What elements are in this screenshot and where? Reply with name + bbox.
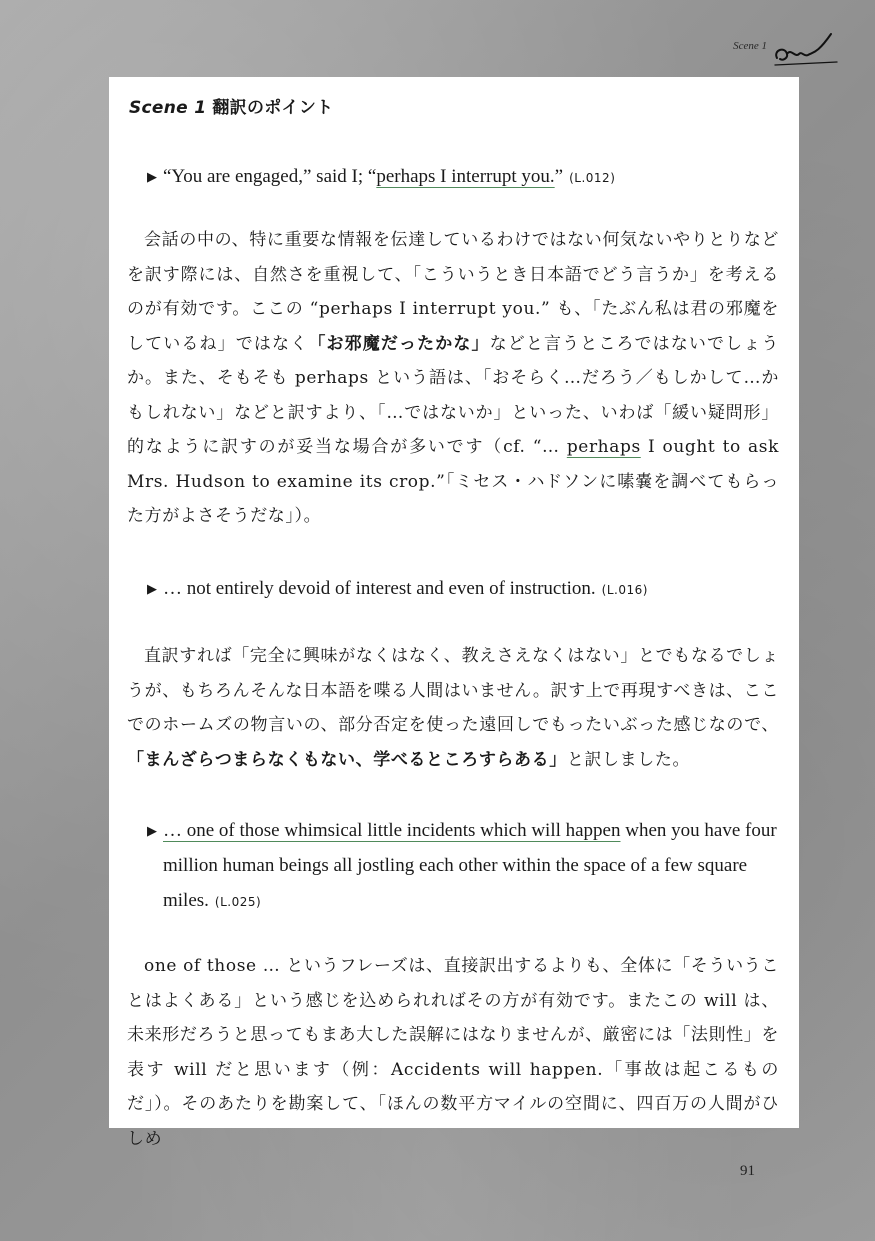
triangle-bullet-icon: ▶ bbox=[147, 823, 157, 838]
explanation-2-bold: 「まんざらつまらなくもない、学べるところすらある」 bbox=[127, 749, 567, 770]
explanation-1-underlined: perhaps bbox=[566, 437, 641, 457]
quote-1-ref: (L.012) bbox=[569, 171, 616, 185]
explanation-1 bbox=[127, 223, 779, 534]
quote-2 bbox=[147, 571, 779, 608]
section-heading bbox=[129, 93, 333, 118]
explanation-2 bbox=[127, 639, 779, 777]
quote-2-ref: (L.016) bbox=[601, 583, 648, 597]
signature-icon bbox=[771, 28, 839, 68]
explanation-2-text: と訳しました。 bbox=[566, 749, 691, 770]
explanation-1-bold: 「お邪魔だったかな」 bbox=[308, 333, 490, 354]
explanation-3-text: one of those … というフレーズは、直接訳出するよりも、全体に「そういうことはよくある」という感じを込められればその方が有効です。またこの will は、未来形だろうと思ってもまあ大した誤解にはなりませんが、厳密には「法則性」を表す will だと思います（例：Accidents will happen.「事故は起こるものだ」）。そのあたりを勘案して、「ほんの数平方マイルの空間に、四百万の人間がひしめ bbox=[127, 956, 779, 1149]
quote-3 bbox=[147, 813, 779, 920]
explanation-2-text: 直訳すれば「完全に興味がなくはなく、教えさえなくはない」とでもなるでしょうが、もちろんそんな日本語を喋る人間はいません。訳す上で再現すべきは、ここでのホームズの物言いの、部分否定を使った遠回しでもったいぶった感じなので、 bbox=[127, 646, 779, 735]
explanation-3 bbox=[127, 949, 779, 1156]
running-header-label: Scene 1 bbox=[733, 40, 767, 52]
explanation-1-text: I ought to ask Mrs. Hudson to examine its crop.”「ミセス・ハドソンに嗉嚢を調べてもらった方がよさそうだな」）。 bbox=[127, 437, 780, 526]
quote-3-text: when you have four million human beings all jostling each other within the space of a few square miles. bbox=[163, 820, 777, 911]
section-title: 翻訳のポイント bbox=[212, 98, 334, 118]
triangle-bullet-icon: ▶ bbox=[147, 169, 157, 184]
quote-1-text: “You are engaged,” said I; “ bbox=[163, 166, 377, 187]
page-panel bbox=[109, 77, 799, 1149]
quote-1-end: ” bbox=[554, 166, 564, 187]
explanation-1-text: などと言うところではないでしょうか。また、そもそも perhaps という語は、「おそらく…だろう／もしかして…かもしれない」などと訳すより、「…ではないか」といった、いわば「緩い疑問形」的なように訳すのが妥当な場合が多いです（cf. “… bbox=[127, 333, 780, 457]
running-header bbox=[699, 28, 839, 68]
page-number: 91 bbox=[740, 1163, 755, 1179]
quote-1-underlined: perhaps I interrupt you. bbox=[376, 166, 555, 187]
triangle-bullet-icon: ▶ bbox=[147, 581, 157, 596]
quote-3-underlined: … one of those whimsical little incidents which will happen bbox=[163, 820, 621, 841]
scene-label: Scene 1 bbox=[129, 98, 207, 118]
quote-3-ref: (L.025) bbox=[214, 895, 262, 909]
quote-1 bbox=[147, 159, 779, 196]
explanation-1-text: 会話の中の、特に重要な情報を伝達しているわけではない何気ないやりとりなどを訳す際には、自然さを重視して、「こういうとき日本語でどう言うか」を考えるのが有効です。ここの “perhaps I interrupt you.” も、「たぶん私は君の邪魔をしているね」ではなく bbox=[127, 230, 779, 354]
quote-2-text: … not entirely devoid of interest and even of instruction. bbox=[163, 578, 596, 599]
